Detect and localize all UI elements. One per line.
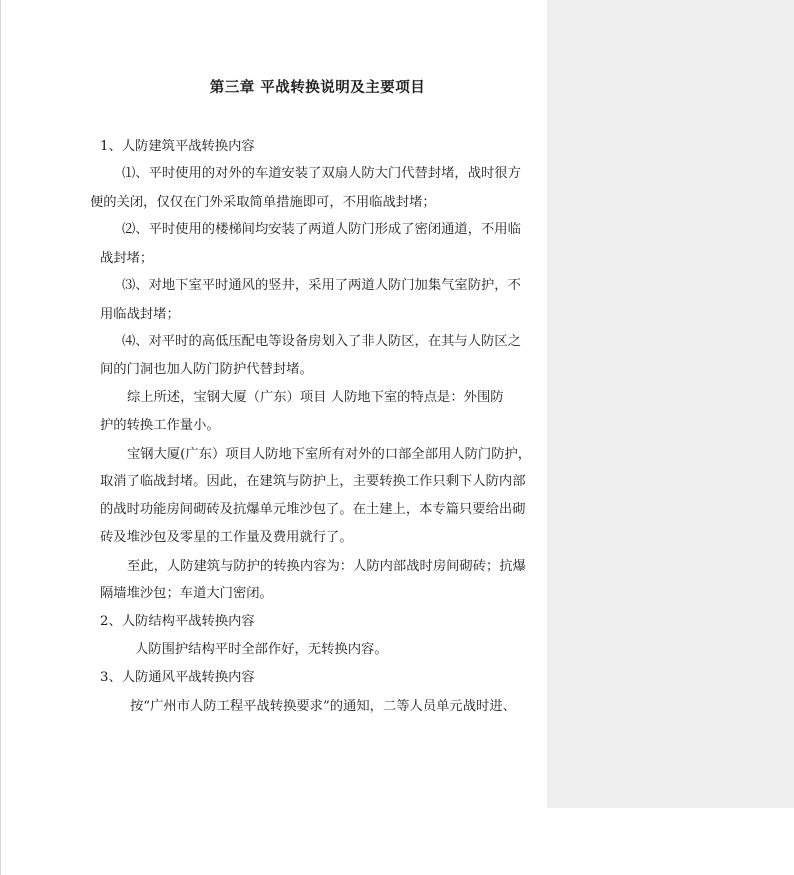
- side-panel-gap: [547, 808, 794, 875]
- paragraph-line: 的战时功能房间砌砖及抗爆单元堆沙包了。在土建上，本专篇只要给出砌: [100, 502, 526, 517]
- paragraph-line: ⑴、平时使用的对外的车道安装了双扇人防大门代替封堵，战时很方: [122, 166, 521, 181]
- side-panel: [547, 0, 794, 808]
- page-left-border: [0, 0, 1, 875]
- section-heading: 1、人防建筑平战转换内容: [100, 139, 255, 154]
- paragraph-line: 取消了临战封堵。因此，在建筑与防护上，主要转换工作只剩下人防内部: [100, 474, 526, 489]
- paragraph-line: 隔墙堆沙包；车道大门密闭。: [100, 586, 273, 601]
- paragraph-line: 人防围护结构平时全部作好，无转换内容。: [135, 642, 388, 657]
- paragraph-line: 间的门洞也加人防门防护代替封堵。: [100, 362, 313, 377]
- paragraph-line: 按“广州市人防工程平战转换要求”的通知，二等人员单元战时进、: [130, 699, 516, 714]
- paragraph-line: 宝钢大厦(广东）项目人防地下室所有对外的口部全部用人防门防护，: [127, 447, 532, 462]
- paragraph-line: 战封堵；: [100, 251, 154, 266]
- paragraph-line: 护的转换工作量小。: [100, 418, 220, 433]
- section-heading: 3、人防通风平战转换内容: [100, 670, 255, 685]
- paragraph-line: 砖及堆沙包及零星的工作量及费用就行了。: [100, 530, 353, 545]
- chapter-title: 第三章 平战转换说明及主要项目: [209, 80, 426, 96]
- section-heading: 2、人防结构平战转换内容: [100, 614, 255, 629]
- paragraph-line: ⑵、平时使用的楼梯间均安装了两道人防门形成了密闭通道，不用临: [122, 222, 521, 237]
- paragraph-line: 至此，人防建筑与防护的转换内容为：人防内部战时房间砌砖；抗爆: [127, 559, 526, 574]
- paragraph-line: ⑶、对地下室平时通风的竖井，采用了两道人防门加集气室防护，不: [122, 278, 521, 293]
- paragraph-line: ⑷、对平时的高低压配电等设备房划入了非人防区，在其与人防区之: [122, 334, 521, 349]
- paragraph-line: 综上所述，宝钢大厦（广东）项目 人防地下室的特点是：外围防: [127, 390, 504, 405]
- paragraph-line: 用临战封堵；: [100, 307, 180, 322]
- paragraph-line: 便的关闭，仅仅在门外采取简单措施即可，不用临战封堵；: [90, 195, 436, 210]
